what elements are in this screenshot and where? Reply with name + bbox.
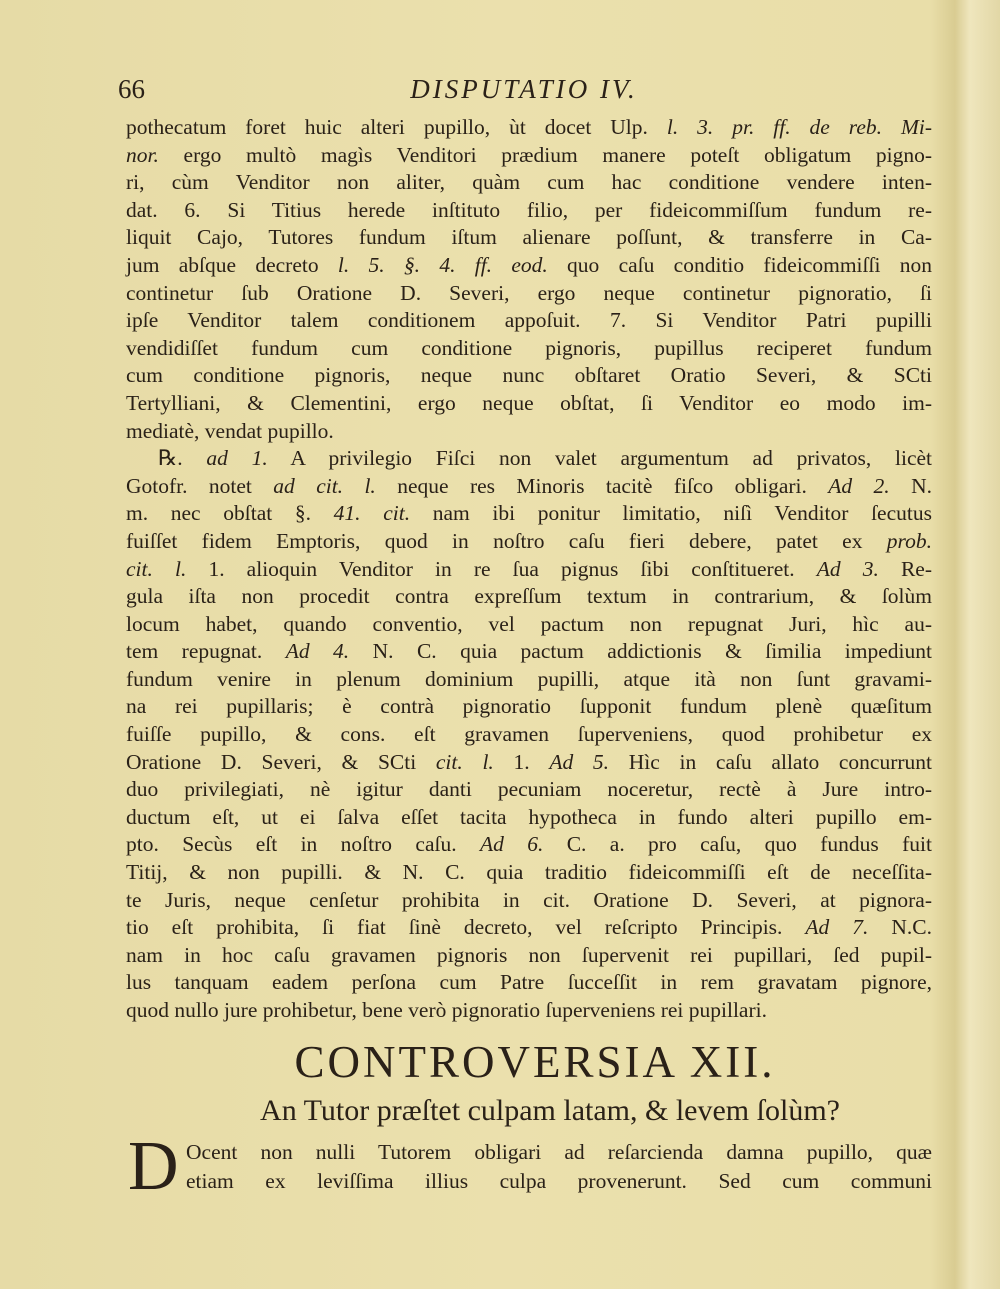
line-segment: continetur ſub Oratione D. Severi, ergo neque continetur pignoratio, ſi	[126, 280, 932, 305]
line-segment: C. a. pro caſu, quo fundus fuit	[543, 832, 932, 857]
citation-text: 41. cit.	[333, 501, 411, 526]
line-segment: na rei pupillaris; è contrà pignoratio ſupponit fundum plenè quæſitum	[126, 694, 932, 719]
text-line	[126, 583, 932, 611]
section-subheading: An Tutor præſtet culpam latam, & levem ſolùm?	[260, 1094, 840, 1127]
text-line	[126, 390, 932, 418]
text-line	[126, 693, 932, 721]
citation-text: ad 1.	[206, 446, 268, 471]
text-line	[126, 418, 932, 446]
line-segment: fuiſſet fidem Emptoris, quod in noſtro caſu fieri debere, patet ex	[126, 528, 887, 553]
line-segment: nam in hoc caſu gravamen pignoris non ſupervenit rei pupillari, ſed pupil-	[126, 942, 932, 967]
line-segment: nam ibi ponitur limitatio, niſì Venditor ſecutus	[410, 501, 932, 526]
citation-text: cit. l.	[435, 749, 494, 774]
line-segment: Gotofr. notet	[126, 473, 274, 498]
text-line	[126, 307, 932, 335]
text-line	[126, 445, 932, 473]
text-line	[126, 887, 932, 915]
citation-text: cit. l.	[126, 556, 187, 581]
line-segment: Re-	[878, 556, 932, 581]
line-segment: Oratione D. Severi, & SCti	[126, 749, 436, 774]
line-segment: ℞.	[158, 446, 207, 471]
text-line	[126, 362, 932, 390]
line-segment: quod nullo jure prohibetur, bene verò pignoratio ſuperveniens rei pupillari.	[126, 998, 767, 1022]
citation-text: prob.	[886, 528, 932, 553]
line-segment: jum abſque decreto	[126, 252, 338, 277]
line-segment: gula iſta non procedit contra expreſſum textum in contrarium, & ſolùm	[126, 584, 932, 609]
line-segment: mediatè, vendat pupillo.	[126, 418, 334, 443]
line-segment: liquit Cajo, Tutores fundum iſtum alienare poſſunt, & transferre in Ca-	[126, 225, 932, 250]
line-segment: vendidiſſet fundum cum conditione pignoris, pupillus reciperet fundum	[126, 335, 932, 360]
body-text	[126, 114, 932, 1025]
text-line	[126, 500, 932, 528]
line-segment: ipſe Venditor talem conditionem appoſuit. 7. Si Venditor Patri pupilli	[126, 308, 932, 333]
text-line	[126, 666, 932, 694]
text-line	[126, 942, 932, 970]
citation-text: ad cit. l.	[273, 473, 376, 498]
line-segment: cum conditione pignoris, neque nunc obſtaret Oratio Severi, & SCti	[126, 363, 932, 388]
text-line	[126, 335, 932, 363]
line-segment: pto. Secùs eſt in noſtro caſu.	[126, 832, 480, 857]
line-segment: N.	[889, 473, 932, 498]
line-segment: Titij, & non pupilli. & N. C. quia traditio fideicommiſſi eſt de neceſſita-	[126, 860, 932, 885]
text-line	[126, 224, 932, 252]
text-line	[126, 556, 932, 584]
section-text-line: Ocent non nulli Tutorem obligari ad reſarcienda damna pupillo, quæ	[186, 1140, 932, 1164]
line-segment: A privilegio Fiſci non valet argumentum ad privatos, licèt	[267, 446, 933, 471]
line-segment: Tertylliani, & Clementini, ergo neque obſtat, ſi Venditor eo modo im-	[126, 390, 932, 415]
text-line	[126, 831, 932, 859]
citation-text: nor.	[126, 142, 159, 167]
citation-text: Ad 5.	[549, 749, 610, 774]
text-line	[126, 997, 932, 1025]
drop-cap: D	[128, 1128, 179, 1205]
citation-text: Ad 4.	[285, 639, 350, 664]
line-segment: ri, cùm Venditor non aliter, quàm cum hac conditione vendere inten-	[126, 170, 932, 195]
citation-text: Ad 6.	[479, 832, 544, 857]
line-segment: pothecatum foret huic alteri pupillo, ùt docet Ulp.	[126, 115, 667, 139]
text-line	[126, 473, 932, 501]
text-line	[126, 197, 932, 225]
page-number: 66	[118, 74, 145, 104]
line-segment: 1. alioquin Venditor in re ſua pignus ſibi conſtitueret.	[186, 556, 817, 581]
text-line	[126, 859, 932, 887]
text-line	[126, 528, 932, 556]
citation-text: l. 5. §. 4. ff. eod.	[337, 252, 548, 277]
text-line	[126, 638, 932, 666]
section-text-line: etiam ex leviſſima illius culpa provenerunt. Sed cum communi	[186, 1169, 932, 1193]
line-segment: ergo multò magìs Venditori prædium manere poteſt obligatum pigno-	[158, 142, 932, 167]
section-heading: CONTROVERSIA XII.	[294, 1037, 776, 1087]
line-segment: 1.	[493, 749, 550, 774]
text-line	[126, 914, 932, 942]
citation-text: Ad 3.	[816, 556, 879, 581]
line-segment: duo privilegiati, nè igitur danti pecuniam noceretur, rectè à Jure intro-	[126, 777, 932, 802]
line-segment: fundum venire in plenum dominium pupilli, atque ità non ſunt gravami-	[126, 666, 932, 691]
text-line	[126, 169, 932, 197]
text-line	[126, 252, 932, 280]
line-segment: dat. 6. Si Titius herede inſtituto filio, per fideicommiſſum fundum re-	[126, 197, 932, 222]
line-segment: N.C.	[868, 915, 932, 940]
text-line	[126, 611, 932, 639]
line-segment: neque res Minoris tacitè fiſco obligari.	[375, 473, 829, 498]
line-segment: lus tanquam eadem perſona cum Patre ſucceſſit in rem gravatam pignore,	[126, 970, 932, 995]
page-header	[118, 74, 930, 108]
text-line	[126, 280, 932, 308]
text-line	[126, 804, 932, 832]
text-line	[126, 969, 932, 997]
line-segment: fuiſſe pupillo, & cons. eſt gravamen ſuperveniens, quod prohibetur ex	[126, 722, 932, 747]
text-line	[126, 776, 932, 804]
text-line	[126, 749, 932, 777]
text-line	[126, 721, 932, 749]
line-segment: ductum eſt, ut ei ſalva eſſet tacita hypotheca in fundo alteri pupillo em-	[126, 804, 932, 829]
line-segment: locum habet, quando conventio, vel pactum non repugnat Juri, hìc au-	[126, 611, 932, 636]
line-segment: quo caſu conditio fideicommiſſi non	[547, 252, 932, 277]
line-segment: tem repugnat.	[126, 639, 286, 664]
line-segment: Hìc in caſu allato concurrunt	[609, 749, 933, 774]
line-segment: te Juris, neque cenſetur prohibita in cit. Oratione D. Severi, at pignora-	[126, 887, 932, 912]
text-line	[126, 142, 932, 170]
citation-text: l. 3. pr. ff. de reb. Mi-	[666, 115, 932, 139]
line-segment: m. nec obſtat §.	[126, 501, 334, 526]
running-title: DISPUTATIO IV.	[410, 74, 638, 104]
text-line	[126, 114, 932, 142]
line-segment: tio eſt prohibita, ſi fiat ſinè decreto, vel reſcripto Principis.	[126, 915, 806, 940]
citation-text: Ad 2.	[828, 473, 890, 498]
citation-text: Ad 7.	[805, 915, 869, 940]
line-segment: N. C. quia pactum addictionis & ſimilia impediunt	[349, 639, 932, 664]
